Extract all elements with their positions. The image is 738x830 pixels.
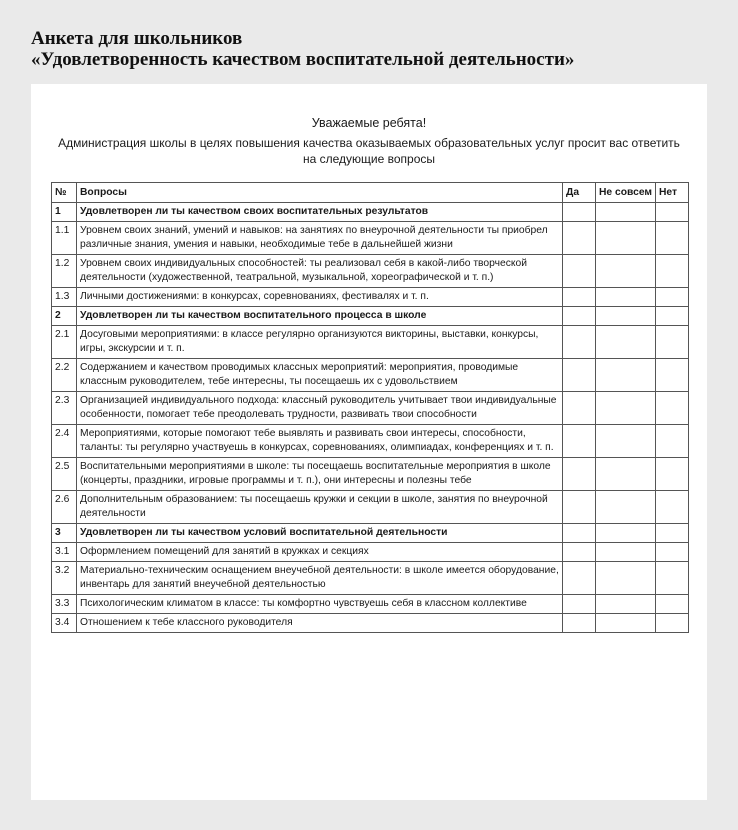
header-row xyxy=(52,183,689,203)
question-number: 2.6 xyxy=(52,491,77,524)
section-title: Удовлетворен ли ты качеством воспитательного процесса в школе xyxy=(77,307,563,326)
answer-cell-no[interactable] xyxy=(656,255,689,288)
question-number: 3.1 xyxy=(52,543,77,562)
answer-cell-partly[interactable] xyxy=(596,614,656,633)
question-row xyxy=(52,288,689,307)
answer-cell-yes[interactable] xyxy=(563,491,596,524)
answer-cell-no[interactable] xyxy=(656,288,689,307)
answer-cell-yes xyxy=(563,307,596,326)
answer-cell-partly[interactable] xyxy=(596,562,656,595)
question-row xyxy=(52,614,689,633)
question-number: 1.1 xyxy=(52,222,77,255)
header-yes: Да xyxy=(563,183,596,203)
question-number: 2.4 xyxy=(52,425,77,458)
answer-cell-partly[interactable] xyxy=(596,425,656,458)
question-row xyxy=(52,222,689,255)
answer-cell-partly[interactable] xyxy=(596,458,656,491)
survey-table xyxy=(51,182,689,633)
question-number: 2.5 xyxy=(52,458,77,491)
section-row xyxy=(52,524,689,543)
section-title: Удовлетворен ли ты качеством условий воспитательной деятельности xyxy=(77,524,563,543)
question-row xyxy=(52,255,689,288)
question-text: Уровнем своих индивидуальных способностей: ты реализовал себя в какой-либо творческой деятельности (художественной, театральной, музыкальной, хореографической и т. п.) xyxy=(77,255,563,288)
header-number: № xyxy=(52,183,77,203)
question-row xyxy=(52,326,689,359)
header-partly: Не совсем xyxy=(596,183,656,203)
answer-cell-partly xyxy=(596,524,656,543)
answer-cell-yes xyxy=(563,203,596,222)
answer-cell-no[interactable] xyxy=(656,614,689,633)
question-row xyxy=(52,425,689,458)
question-text: Психологическим климатом в классе: ты комфортно чувствуешь себя в классном коллективе xyxy=(77,595,563,614)
question-number: 2.2 xyxy=(52,359,77,392)
question-number: 2.1 xyxy=(52,326,77,359)
question-text: Мероприятиями, которые помогают тебе выявлять и развивать свои интересы, способности, таланты: ты регулярно участвуешь в конкурсах, соревнованиях, олимпиадах, конференциях и т. п. xyxy=(77,425,563,458)
question-number: 3.2 xyxy=(52,562,77,595)
greeting: Уважаемые ребята! xyxy=(311,116,427,130)
question-text: Воспитательными мероприятиями в школе: ты посещаешь воспитательные мероприятия в школе (концерты, праздники, игровые программы и т. п.), они интересны и полезны тебе xyxy=(77,458,563,491)
answer-cell-no[interactable] xyxy=(656,491,689,524)
question-row xyxy=(52,595,689,614)
answer-cell-no xyxy=(656,524,689,543)
answer-cell-partly[interactable] xyxy=(596,255,656,288)
answer-cell-partly[interactable] xyxy=(596,595,656,614)
answer-cell-yes[interactable] xyxy=(563,614,596,633)
question-text: Уровнем своих знаний, умений и навыков: на занятиях по внеурочной деятельности ты приобрел различные знания, умения и навыки, необходимые тебе в дальнейшей жизни xyxy=(77,222,563,255)
answer-cell-yes[interactable] xyxy=(563,562,596,595)
answer-cell-no[interactable] xyxy=(656,543,689,562)
question-number: 2.3 xyxy=(52,392,77,425)
answer-cell-yes[interactable] xyxy=(563,392,596,425)
title-line-1: Анкета для школьников xyxy=(31,28,243,49)
question-row xyxy=(52,359,689,392)
answer-cell-yes[interactable] xyxy=(563,255,596,288)
question-text: Личными достижениями: в конкурсах, соревнованиях, фестивалях и т. п. xyxy=(77,288,563,307)
answer-cell-partly[interactable] xyxy=(596,392,656,425)
answer-cell-partly[interactable] xyxy=(596,326,656,359)
answer-cell-no xyxy=(656,307,689,326)
question-text: Материально-техническим оснащением внеучебной деятельности: в школе имеется оборудование, инвентарь для занятий внеучебной деятельностью xyxy=(77,562,563,595)
question-text: Организацией индивидуального подхода: классный руководитель учитывает твои индивидуальные особенности, помогает тебе преодолевать трудности, развивать твои способности xyxy=(77,392,563,425)
answer-cell-no[interactable] xyxy=(656,425,689,458)
question-row xyxy=(52,458,689,491)
answer-cell-no[interactable] xyxy=(656,359,689,392)
question-text: Оформлением помещений для занятий в кружках и секциях xyxy=(77,543,563,562)
survey-body xyxy=(52,203,689,633)
answer-cell-yes[interactable] xyxy=(563,458,596,491)
question-number: 3 xyxy=(52,524,77,543)
answer-cell-no[interactable] xyxy=(656,562,689,595)
intro-text: Администрация школы в целях повышения качества оказываемых образовательных услуг просит вас ответить на следующие вопросы xyxy=(58,136,680,166)
question-text: Дополнительным образованием: ты посещаешь кружки и секции в школе, занятия по внеурочной деятельности xyxy=(77,491,563,524)
answer-cell-yes xyxy=(563,524,596,543)
document-title xyxy=(31,28,574,70)
answer-cell-yes[interactable] xyxy=(563,595,596,614)
header-questions: Вопросы xyxy=(77,183,563,203)
section-row xyxy=(52,307,689,326)
answer-cell-no[interactable] xyxy=(656,326,689,359)
answer-cell-no[interactable] xyxy=(656,222,689,255)
section-title: Удовлетворен ли ты качеством своих воспитательных результатов xyxy=(77,203,563,222)
answer-cell-partly[interactable] xyxy=(596,491,656,524)
question-number: 1.2 xyxy=(52,255,77,288)
question-row xyxy=(52,543,689,562)
answer-cell-partly[interactable] xyxy=(596,288,656,307)
answer-cell-yes[interactable] xyxy=(563,543,596,562)
title-line-2: «Удовлетворенность качеством воспитательной деятельности» xyxy=(31,49,575,70)
question-text: Содержанием и качеством проводимых классных мероприятий: мероприятия, проводимые классным руководителем, тебе интересны, ты посещаешь их с удовольствием xyxy=(77,359,563,392)
question-row xyxy=(52,491,689,524)
answer-cell-no[interactable] xyxy=(656,595,689,614)
question-row xyxy=(52,562,689,595)
answer-cell-partly[interactable] xyxy=(596,222,656,255)
answer-cell-no[interactable] xyxy=(656,392,689,425)
question-number: 1.3 xyxy=(52,288,77,307)
questionnaire-sheet xyxy=(31,84,707,800)
question-text: Отношением к тебе классного руководителя xyxy=(77,614,563,633)
question-number: 2 xyxy=(52,307,77,326)
question-row xyxy=(52,392,689,425)
answer-cell-partly[interactable] xyxy=(596,543,656,562)
question-number: 3.3 xyxy=(52,595,77,614)
answer-cell-yes[interactable] xyxy=(563,425,596,458)
answer-cell-partly[interactable] xyxy=(596,359,656,392)
answer-cell-partly xyxy=(596,307,656,326)
answer-cell-yes[interactable] xyxy=(563,288,596,307)
answer-cell-yes[interactable] xyxy=(563,359,596,392)
answer-cell-no xyxy=(656,203,689,222)
answer-cell-yes[interactable] xyxy=(563,222,596,255)
question-number: 1 xyxy=(52,203,77,222)
section-row xyxy=(52,203,689,222)
header-no: Нет xyxy=(656,183,689,203)
question-text: Досуговыми мероприятиями: в классе регулярно организуются викторины, выставки, конкурсы, игры, экскурсии и т. п. xyxy=(77,326,563,359)
answer-cell-no[interactable] xyxy=(656,458,689,491)
answer-cell-yes[interactable] xyxy=(563,326,596,359)
question-number: 3.4 xyxy=(52,614,77,633)
answer-cell-partly xyxy=(596,203,656,222)
